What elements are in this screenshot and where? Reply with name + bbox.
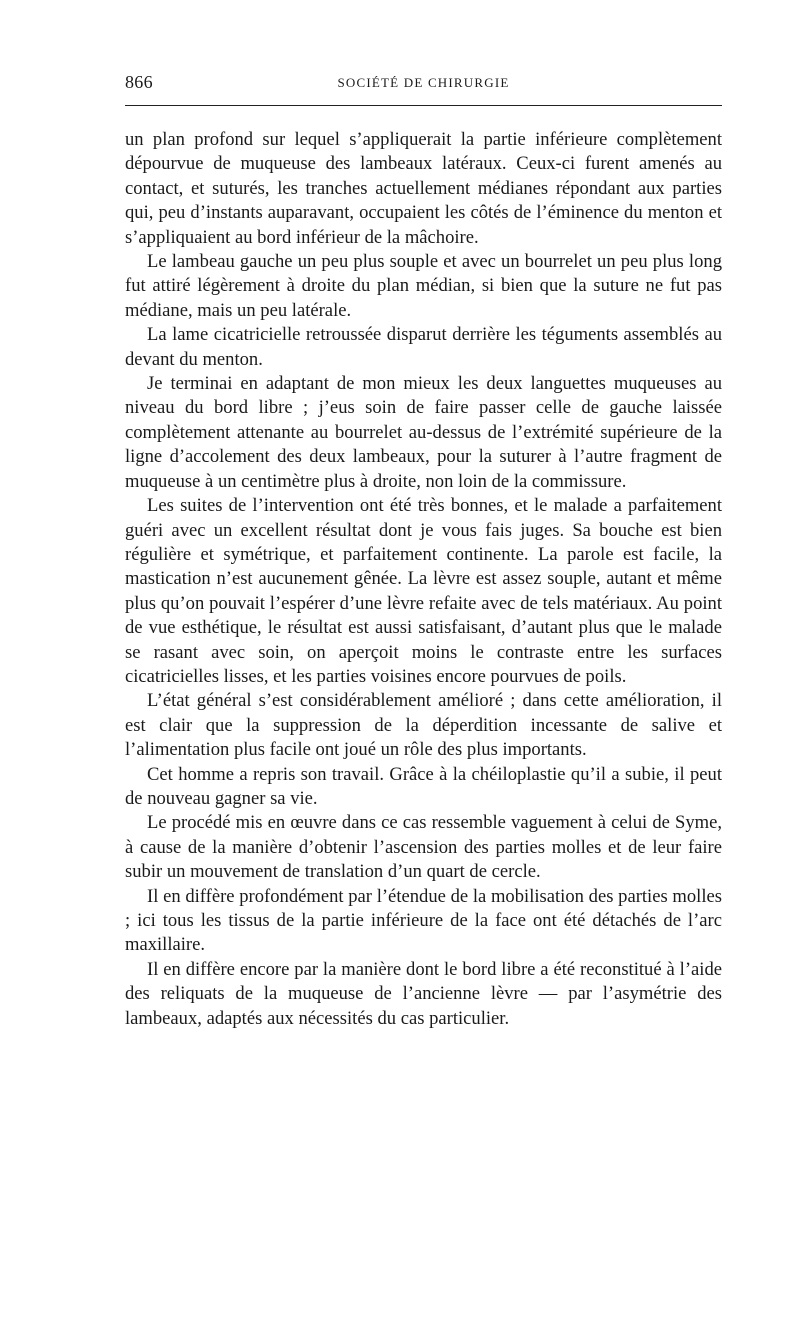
body-text [125, 128, 722, 1031]
paragraph: Le procédé mis en œuvre dans ce cas ressemble vaguement à celui de Syme, à cause de la manière d’obtenir l’ascension des parties molles et de leur faire subir un mouvement de translation d’un quart de cercle. [125, 812, 722, 883]
paragraph: La lame cicatricielle retroussée disparut derrière les téguments assemblés au devant du menton. [125, 324, 722, 370]
paragraph: Je terminai en adaptant de mon mieux les deux languettes muqueuses au niveau du bord libre ; j’eus soin de faire passer celle de gauche laissée complètement attenante au bourrelet au-dessus de l’extrémité supérieure de la ligne d’accolement des deux lambeaux, pour la suturer à l’autre fragment de muqueuse à un centimètre plus à droite, non loin de la commissure. [125, 373, 722, 492]
paragraph: Les suites de l’intervention ont été très bonnes, et le malade a parfaitement guéri avec un excellent résultat dont je vous fais juges. Sa bouche est bien régulière et symétrique, et parfaitement continente. La parole est facile, la mastication n’est aucunement gênée. La lèvre est assez souple, autant et même plus qu’on pouvait l’espérer d’une lèvre refaite avec de tels matériaux. Au point de vue esthétique, le résultat est aussi satisfaisant, d’autant plus que le malade se rasant avec soin, on aperçoit moins le contraste entre les surfaces cicatricielles lisses, et les parties voisines encore pourvues de poils. [125, 495, 722, 687]
paragraph: Cet homme a repris son travail. Grâce à la chéiloplastie qu’il a subie, il peut de nouveau gagner sa vie. [125, 763, 722, 809]
paragraph: Il en diffère encore par la manière dont le bord libre a été reconstitué à l’aide des reliquats de la muqueuse de l’ancienne lèvre — par l’asymétrie des lambeaux, adaptés aux nécessités du cas particulier. [125, 958, 722, 1029]
paragraph: Il en diffère profondément par l’étendue de la mobilisation des parties molles ; ici tous les tissus de la partie inférieure de la face ont été détachés de l’arc maxillaire. [125, 885, 722, 956]
paragraph: un plan profond sur lequel s’appliquerait la partie inférieure complètement dépourvue de muqueuse des lambeaux latéraux. Ceux-ci furent amenés au contact, et suturés, les tranches actuellement médianes répondant aux parties qui, peu d’instants auparavant, occupaient les côtés de l’éminence du menton et s’appliquaient au bord inférieur de la mâchoire. [125, 129, 722, 248]
running-head: SOCIÉTÉ DE CHIRURGIE [337, 75, 510, 90]
page-number: 866 [125, 72, 153, 92]
page-header [125, 72, 722, 96]
header-rule [125, 105, 722, 106]
paragraph: Le lambeau gauche un peu plus souple et avec un bourrelet un peu plus long fut attiré légèrement à droite du plan médian, si bien que la suture ne fut pas médiane, mais un peu latérale. [125, 251, 722, 321]
paragraph: L’état général s’est considérablement amélioré ; dans cette amélioration, il est clair que la suppression de la déperdition incessante de salive et l’alimentation plus facile ont joué un rôle des plus importants. [125, 690, 722, 761]
